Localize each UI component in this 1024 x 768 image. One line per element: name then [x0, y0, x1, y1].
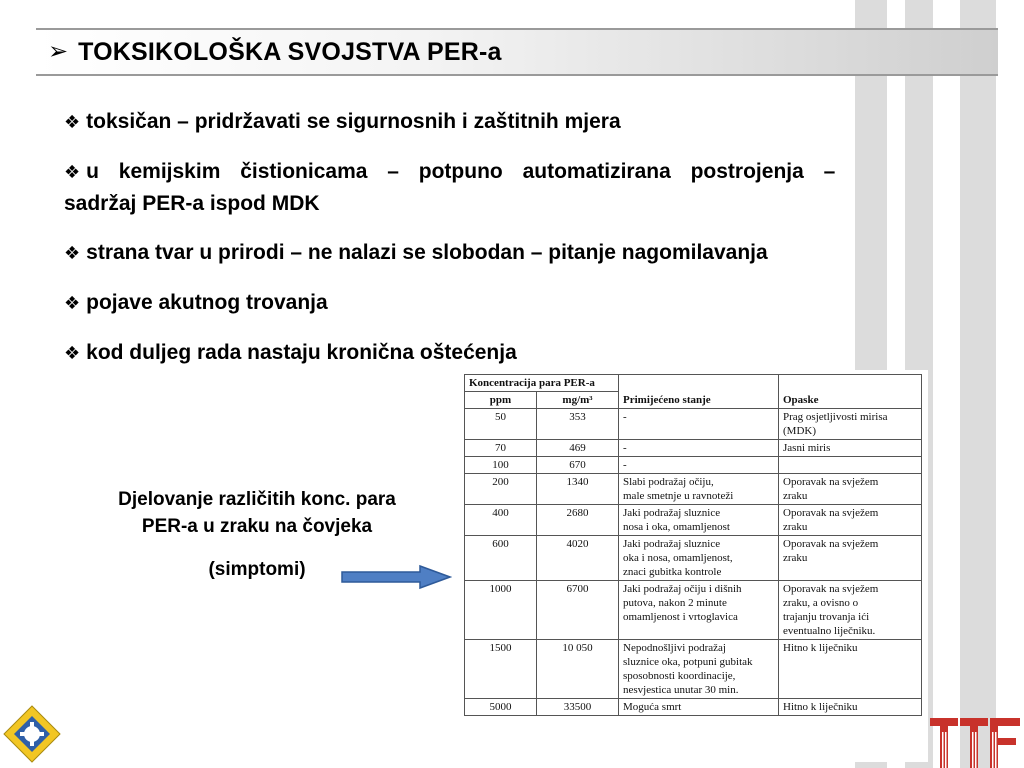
- cell-mgm3: 670: [537, 457, 619, 474]
- cell-ppm: 200: [465, 474, 537, 505]
- cell-ppm: 70: [465, 440, 537, 457]
- cell-state: [619, 536, 779, 581]
- caption-line: Djelovanje različitih konc. para: [118, 489, 396, 510]
- cell-ppm: 400: [465, 505, 537, 536]
- cell-mgm3: 2680: [537, 505, 619, 536]
- cell-notes: [779, 536, 922, 581]
- cell-state: [619, 699, 779, 716]
- bullet-item: [64, 337, 988, 369]
- ttf-logo-icon: [930, 718, 1024, 768]
- cell-state-line: male smetnje u ravnoteži: [623, 490, 734, 502]
- table-row: [465, 505, 922, 536]
- table-header-state: Primijećeno stanje: [619, 375, 779, 409]
- cell-notes-line: zraku: [783, 490, 808, 502]
- cell-state-line: -: [623, 442, 627, 454]
- cell-notes: [779, 699, 922, 716]
- cell-state-line: nesvjestica unutar 30 min.: [623, 684, 739, 696]
- bullet-item: [64, 106, 988, 138]
- cell-state: [619, 457, 779, 474]
- table-row: [465, 440, 922, 457]
- cell-state: [619, 474, 779, 505]
- cell-state-line: Slabi podražaj očiju,: [623, 476, 714, 488]
- cell-mgm3: 4020: [537, 536, 619, 581]
- cell-state: [619, 505, 779, 536]
- table-row: [465, 581, 922, 640]
- cell-mgm3: 469: [537, 440, 619, 457]
- cell-state: [619, 440, 779, 457]
- cell-notes-line: Oporavak na svježem: [783, 583, 879, 595]
- cell-mgm3: 353: [537, 409, 619, 440]
- cell-state: [619, 409, 779, 440]
- cell-state-line: nosa i oka, omamljenost: [623, 521, 730, 533]
- table-row: [465, 640, 922, 699]
- bullet-text: strana tvar u prirodi – ne nalazi se slobodan – pitanje nagomilavanja: [86, 241, 768, 264]
- cell-state-line: -: [623, 459, 627, 471]
- cell-ppm: 1500: [465, 640, 537, 699]
- table-group-header: Koncentracija para PER-a: [465, 375, 619, 392]
- cell-ppm: 50: [465, 409, 537, 440]
- cell-state-line: Jaki podražaj sluznice: [623, 507, 721, 519]
- diamond-bullet-icon: ❖: [64, 243, 81, 263]
- cell-ppm: 600: [465, 536, 537, 581]
- cell-notes: [779, 440, 922, 457]
- cell-notes-line: zraku: [783, 521, 808, 533]
- cell-state-line: oka i nosa, omamljenost,: [623, 552, 733, 564]
- bullet-text: pojave akutnog trovanja: [86, 291, 328, 314]
- cell-state-line: Jaki podražaj očiju i dišnih: [623, 583, 742, 595]
- bullet-text: u kemijskim čistionicama – potpuno automatizirana postrojenja –: [86, 160, 836, 183]
- table-row: [465, 409, 922, 440]
- diamond-bullet-icon: ❖: [64, 293, 81, 313]
- right-arrow-icon: [340, 564, 452, 590]
- cell-state-line: -: [623, 411, 627, 423]
- cell-notes-line: Jasni miris: [783, 442, 831, 454]
- cell-mgm3: 33500: [537, 699, 619, 716]
- table-header-ppm: ppm: [465, 392, 537, 409]
- cell-state-line: sposobnosti koordinacije,: [623, 670, 736, 682]
- cell-notes-line: trajanju trovanja ići: [783, 611, 870, 623]
- diamond-bullet-icon: ❖: [64, 112, 81, 132]
- cell-ppm: 1000: [465, 581, 537, 640]
- diamond-bullet-icon: ❖: [64, 343, 81, 363]
- cell-notes: [779, 581, 922, 640]
- diamond-bullet-icon: ❖: [64, 162, 81, 182]
- cell-ppm: 100: [465, 457, 537, 474]
- cell-state-line: putova, nakon 2 minute: [623, 597, 727, 609]
- cell-notes-line: Oporavak na svježem: [783, 538, 879, 550]
- concentration-table: [464, 374, 922, 716]
- cell-notes-line: Hitno k liječniku: [783, 701, 858, 713]
- cell-notes-line: Oporavak na svježem: [783, 507, 879, 519]
- cell-mgm3: 1340: [537, 474, 619, 505]
- cell-notes-line: eventualno liječniku.: [783, 625, 876, 637]
- slide-title-bar: [36, 28, 998, 76]
- cell-notes-line: Hitno k liječniku: [783, 642, 858, 654]
- table-header-notes: Opaske: [779, 375, 922, 409]
- cell-notes-line: Prag osjetljivosti mirisa: [783, 411, 888, 423]
- caption-symptoms: (simptomi): [208, 559, 306, 580]
- faculty-logo-icon: [2, 704, 62, 766]
- cell-notes: [779, 640, 922, 699]
- bullet-text-continued: sadržaj PER-a ispod MDK: [64, 192, 320, 215]
- bullet-text: kod duljeg rada nastaju kronična oštećenja: [86, 341, 517, 364]
- bullet-text: toksičan – pridržavati se sigurnosnih i zaštitnih mjera: [86, 110, 621, 133]
- cell-state: [619, 581, 779, 640]
- cell-notes-line: zraku: [783, 552, 808, 564]
- cell-state-line: Jaki podražaj sluznice: [623, 538, 721, 550]
- cell-state-line: sluznice oka, potpuni gubitak: [623, 656, 753, 668]
- table-header-mgm3: mg/m³: [537, 392, 619, 409]
- cell-notes-line: zraku, a ovisno o: [783, 597, 859, 609]
- cell-state-line: Moguća smrt: [623, 701, 682, 713]
- cell-notes: [779, 409, 922, 440]
- table-row: [465, 474, 922, 505]
- cell-state-line: Nepodnošljivi podražaj: [623, 642, 726, 654]
- concentration-table-image: [458, 370, 928, 762]
- table-row: [465, 457, 922, 474]
- arrow-bullet-icon: ➢: [48, 38, 69, 65]
- cell-mgm3: 6700: [537, 581, 619, 640]
- table-row: [465, 536, 922, 581]
- bullet-item: [64, 156, 988, 219]
- bullet-list: [64, 106, 988, 387]
- bullet-item: [64, 237, 988, 269]
- cell-mgm3: 10 050: [537, 640, 619, 699]
- cell-notes: [779, 505, 922, 536]
- cell-notes: [779, 474, 922, 505]
- cell-state-line: omamljenost i vrtoglavica: [623, 611, 738, 623]
- cell-notes: [779, 457, 922, 474]
- slide-title: TOKSIKOLOŠKA SVOJSTVA PER-a: [78, 37, 502, 66]
- cell-notes-line: (MDK): [783, 425, 816, 437]
- caption-line: PER-a u zraku na čovjeka: [141, 516, 373, 537]
- cell-state: [619, 640, 779, 699]
- cell-ppm: 5000: [465, 699, 537, 716]
- table-row: [465, 699, 922, 716]
- cell-notes-line: Oporavak na svježem: [783, 476, 879, 488]
- bullet-item: [64, 287, 988, 319]
- cell-state-line: znaci gubitka kontrole: [623, 566, 722, 578]
